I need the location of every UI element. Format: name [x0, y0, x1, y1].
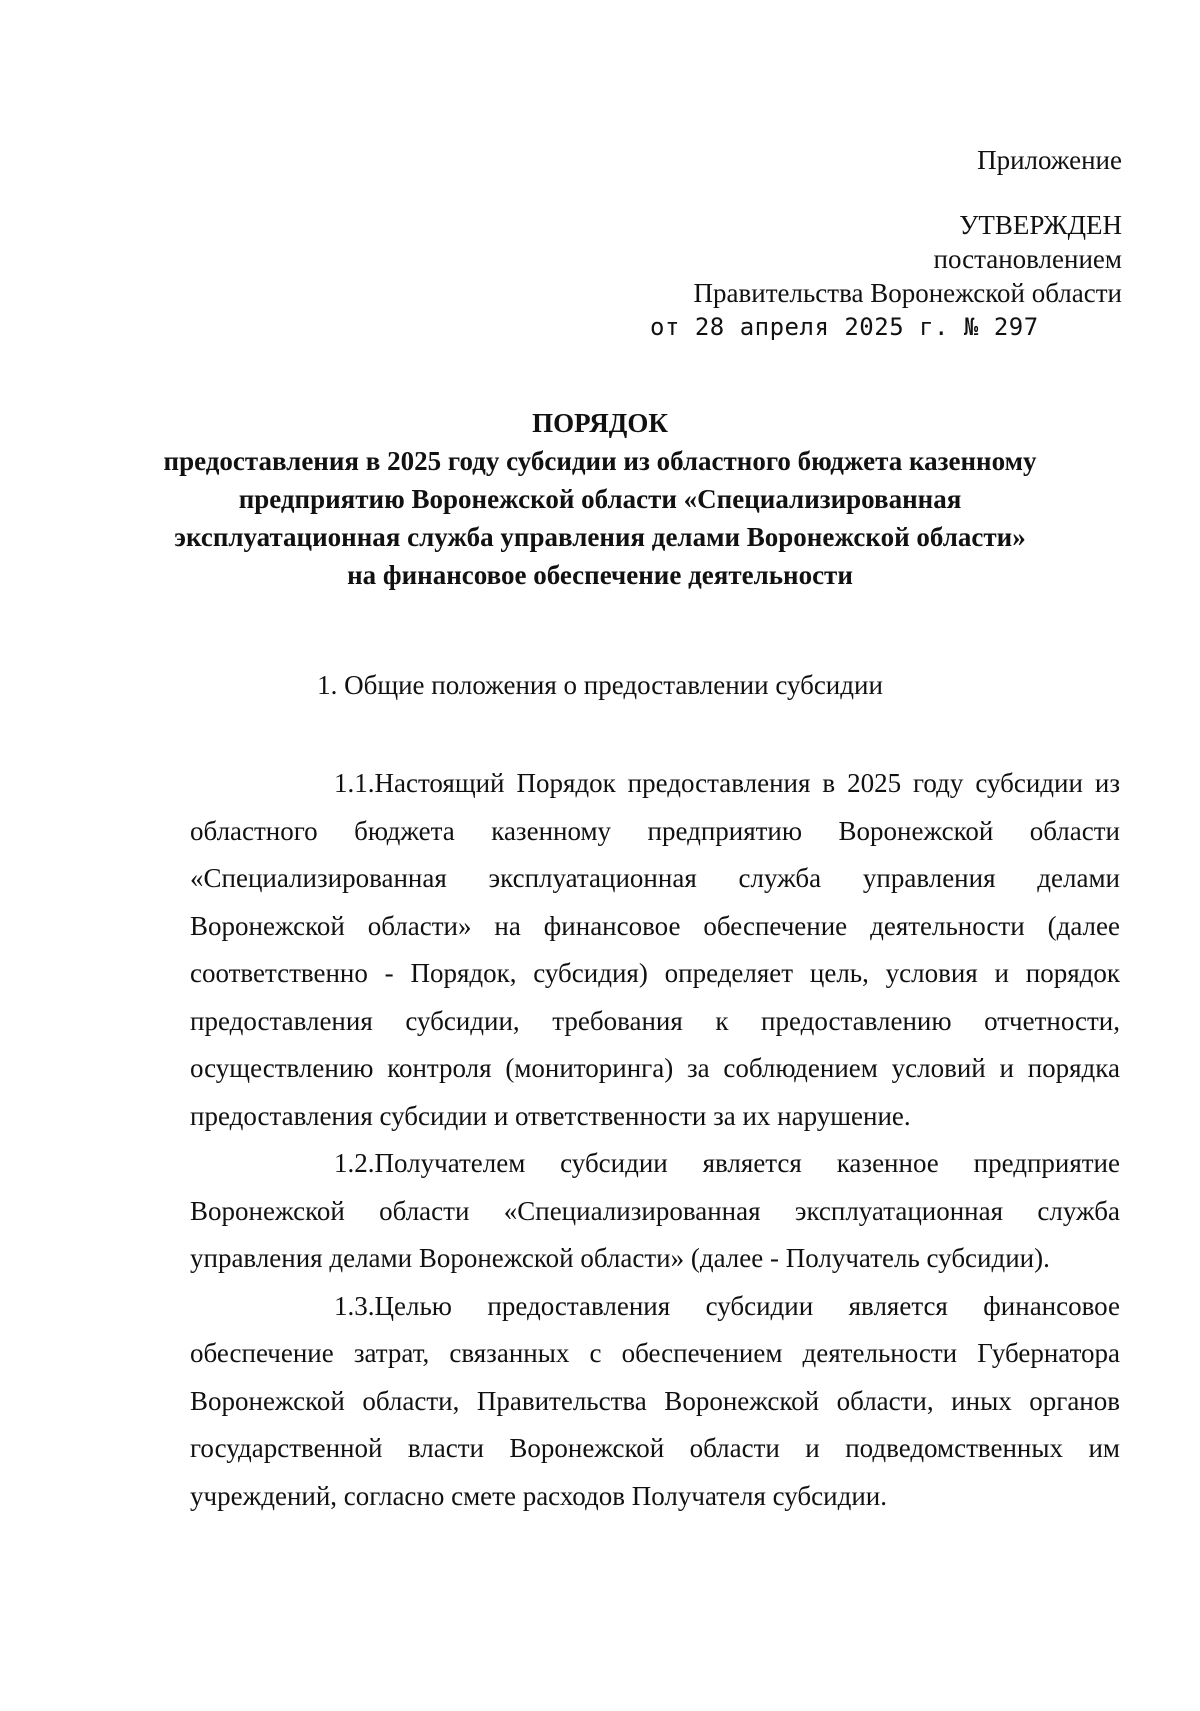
title-line-4: на финансовое обеспечение деятельности [347, 560, 853, 590]
paragraph-text: Получателем субсидии является казенное предприятие Воронежской области «Специализированная эксплуатационная служба управления делами Воронежской области» (далее - Получатель субсидии). [190, 1148, 1120, 1273]
approval-stamp [694, 208, 1122, 310]
paragraph-number: 1.1. [334, 768, 375, 798]
resolution-date-number: от 28 апреля 2025 г. № 297 [650, 313, 1039, 341]
document-title [150, 404, 1050, 594]
appendix-label: Приложение [977, 145, 1122, 175]
approved-label: УТВЕРЖДЕН [959, 210, 1122, 240]
document-body [190, 760, 1120, 1520]
paragraph-text: Целью предоставления субсидии является финансовое обеспечение затрат, связанных с обеспечением деятельности Губернатора Воронежской области, Правительства Воронежской области, иных органов государственной власти Воронежской области и подведомственных им учреждений, согласно смете расходов Получателя субсидии. [190, 1290, 1120, 1511]
paragraph-1-2 [190, 1140, 1120, 1283]
title-main: ПОРЯДОК [532, 408, 668, 438]
title-line-2: предприятию Воронежской области «Специализированная [238, 484, 962, 514]
government-label: Правительства Воронежской области [693, 278, 1122, 308]
paragraph-1-3 [190, 1283, 1120, 1521]
resolution-label: постановлением [933, 244, 1122, 274]
title-line-1: предоставления в 2025 году субсидии из областного бюджета казенному [163, 446, 1037, 476]
paragraph-number: 1.2. [334, 1148, 375, 1178]
section-heading: 1. Общие положения о предоставлении субсидии [317, 670, 883, 700]
title-line-3: эксплуатационная служба управления делами Воронежской области» [174, 522, 1026, 552]
paragraph-number: 1.3. [334, 1290, 375, 1321]
paragraph-1-1 [190, 760, 1120, 1140]
paragraph-text: Настоящий Порядок предоставления в 2025 году субсидии из областного бюджета казенному предприятию Воронежской области «Специализированная эксплуатационная служба управления делами Воронежской области» на финансовое обеспечение деятельности (далее соответственно - Порядок, субсидия) определяет цель, условия и порядок предоставления субсидии, требования к предоставлению отчетности, осуществлению контроля (мониторинга) за соблюдением условий и порядка предоставления субсидии и ответственности за их нарушение. [190, 768, 1120, 1131]
